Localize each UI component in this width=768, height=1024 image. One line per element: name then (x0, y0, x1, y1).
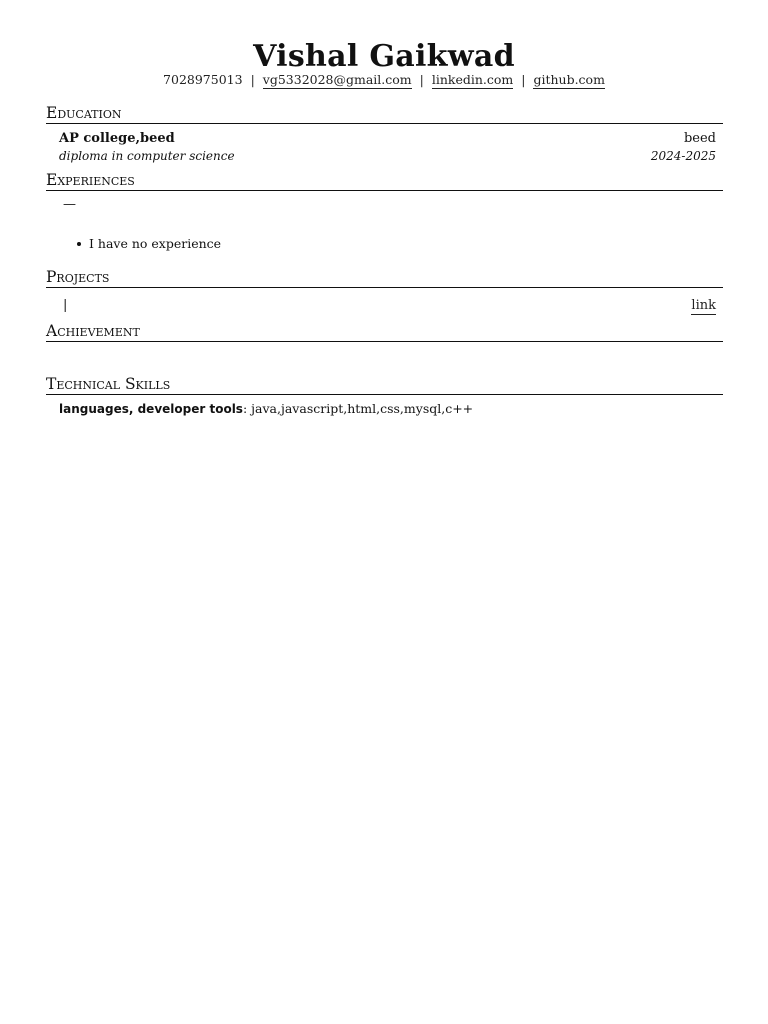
contact-separator: | (521, 72, 526, 87)
bullet-icon (77, 242, 81, 246)
contact-separator: | (419, 72, 424, 87)
github-link[interactable]: github.com (533, 72, 605, 87)
section-title-education: Education (46, 104, 723, 124)
contact-line (0, 72, 768, 88)
section-title-experiences: Experiences (46, 171, 723, 191)
contact-separator: | (250, 72, 255, 87)
school-location: beed (683, 131, 716, 146)
resume-name: Vishal Gaikwad (253, 39, 515, 74)
education-dates: 2024-2025 (650, 149, 716, 163)
experience-dash: — (63, 197, 76, 212)
project-link[interactable]: link (691, 298, 716, 313)
experience-bullet-text: I have no experience (89, 236, 222, 251)
school-name: AP college,beed (59, 131, 175, 146)
phone-number: 7028975013 (163, 72, 243, 87)
project-heading: | (63, 298, 68, 313)
email-link[interactable]: vg5332028@gmail.com (262, 72, 412, 87)
linkedin-link[interactable]: linkedin.com (431, 72, 514, 87)
skills-items: java,javascript,html,css,mysql,c++ (251, 401, 474, 416)
skills-line (59, 401, 716, 417)
list-item (77, 236, 221, 252)
section-title-projects: Projects (46, 268, 723, 288)
degree: diploma in computer science (59, 149, 235, 163)
section-title-technical-skills: Technical Skills (46, 375, 723, 395)
skills-colon: : (242, 401, 248, 416)
skills-category: languages, developer tools (59, 402, 243, 416)
section-title-achievement: Achievement (46, 322, 723, 342)
